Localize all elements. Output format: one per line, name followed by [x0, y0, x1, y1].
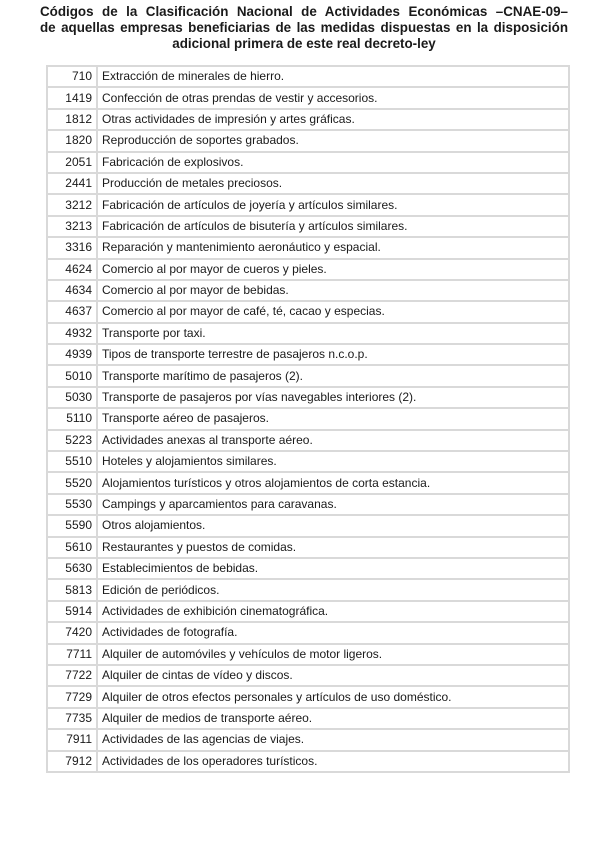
table-row [47, 644, 569, 665]
table-row [47, 430, 569, 451]
cnae-code-cell: 4637 [47, 301, 97, 322]
cnae-code-cell: 5030 [47, 387, 97, 408]
table-row [47, 408, 569, 429]
activity-description-cell: Establecimientos de bebidas. [97, 558, 569, 579]
activity-description-cell: Actividades de las agencias de viajes. [97, 729, 569, 750]
activity-description-cell: Otros alojamientos. [97, 515, 569, 536]
table-row [47, 259, 569, 280]
cnae-code-cell: 5813 [47, 579, 97, 600]
cnae-code-cell: 5110 [47, 408, 97, 429]
activity-description-cell: Campings y aparcamientos para caravanas. [97, 494, 569, 515]
cnae-code-cell: 5530 [47, 494, 97, 515]
table-row [47, 686, 569, 707]
activity-description-cell: Tipos de transporte terrestre de pasajeros n.c.o.p. [97, 344, 569, 365]
cnae-code-cell: 4624 [47, 259, 97, 280]
table-row [47, 152, 569, 173]
cnae-code-cell: 5520 [47, 472, 97, 493]
table-row [47, 66, 569, 87]
activity-description-cell: Alquiler de otros efectos personales y artículos de uso doméstico. [97, 686, 569, 707]
activity-description-cell: Alquiler de automóviles y vehículos de motor ligeros. [97, 644, 569, 665]
activity-description-cell: Transporte marítimo de pasajeros (2). [97, 365, 569, 386]
activity-description-cell: Transporte por taxi. [97, 323, 569, 344]
activity-description-cell: Comercio al por mayor de café, té, cacao y especias. [97, 301, 569, 322]
table-row [47, 344, 569, 365]
activity-description-cell: Alquiler de cintas de vídeo y discos. [97, 665, 569, 686]
activity-description-cell: Edición de periódicos. [97, 579, 569, 600]
cnae-code-cell: 7722 [47, 665, 97, 686]
table-row [47, 87, 569, 108]
activity-description-cell: Actividades anexas al transporte aéreo. [97, 430, 569, 451]
cnae-code-cell: 5010 [47, 365, 97, 386]
activity-description-cell: Confección de otras prendas de vestir y accesorios. [97, 87, 569, 108]
table-row [47, 579, 569, 600]
cnae-code-cell: 710 [47, 66, 97, 87]
table-row [47, 451, 569, 472]
table-row [47, 194, 569, 215]
table-row [47, 109, 569, 130]
activity-description-cell: Fabricación de artículos de joyería y artículos similares. [97, 194, 569, 215]
activity-description-cell: Reproducción de soportes grabados. [97, 130, 569, 151]
table-row [47, 130, 569, 151]
title-line: adicional primera de este real decreto-ley [172, 36, 436, 51]
table-row [47, 708, 569, 729]
cnae-code-cell: 5610 [47, 537, 97, 558]
table-row [47, 301, 569, 322]
activity-description-cell: Comercio al por mayor de bebidas. [97, 280, 569, 301]
activity-description-cell: Alquiler de medios de transporte aéreo. [97, 708, 569, 729]
table-row [47, 601, 569, 622]
table-row [47, 515, 569, 536]
cnae-code-cell: 4634 [47, 280, 97, 301]
table-body [47, 66, 569, 772]
cnae-code-cell: 7911 [47, 729, 97, 750]
cnae-code-cell: 5630 [47, 558, 97, 579]
activity-description-cell: Comercio al por mayor de cueros y pieles. [97, 259, 569, 280]
table-row [47, 622, 569, 643]
table-row [47, 280, 569, 301]
table-row [47, 665, 569, 686]
table-row [47, 237, 569, 258]
cnae-code-cell: 1820 [47, 130, 97, 151]
activity-description-cell: Actividades de fotografía. [97, 622, 569, 643]
cnae-code-cell: 4939 [47, 344, 97, 365]
document-title [40, 4, 568, 52]
cnae-code-cell: 5223 [47, 430, 97, 451]
table-row [47, 729, 569, 750]
activity-description-cell: Producción de metales preciosos. [97, 173, 569, 194]
cnae-code-cell: 1419 [47, 87, 97, 108]
cnae-code-cell: 3316 [47, 237, 97, 258]
activity-description-cell: Otras actividades de impresión y artes gráficas. [97, 109, 569, 130]
activity-description-cell: Fabricación de artículos de bisutería y artículos similares. [97, 216, 569, 237]
table-row [47, 365, 569, 386]
activity-description-cell: Transporte de pasajeros por vías navegables interiores (2). [97, 387, 569, 408]
activity-description-cell: Reparación y mantenimiento aeronáutico y espacial. [97, 237, 569, 258]
table-row [47, 387, 569, 408]
cnae-code-cell: 3213 [47, 216, 97, 237]
cnae-code-cell: 7711 [47, 644, 97, 665]
table-row [47, 323, 569, 344]
activity-description-cell: Extracción de minerales de hierro. [97, 66, 569, 87]
table-row [47, 216, 569, 237]
cnae-code-cell: 5590 [47, 515, 97, 536]
activity-description-cell: Transporte aéreo de pasajeros. [97, 408, 569, 429]
table-row [47, 558, 569, 579]
cnae-code-cell: 7420 [47, 622, 97, 643]
title-line: Códigos de la Clasificación Nacional de Actividades Económicas –CNAE-09– [40, 4, 568, 19]
table-row [47, 173, 569, 194]
cnae-code-cell: 4932 [47, 323, 97, 344]
activity-description-cell: Actividades de los operadores turísticos. [97, 751, 569, 772]
cnae-code-cell: 5914 [47, 601, 97, 622]
activity-description-cell: Restaurantes y puestos de comidas. [97, 537, 569, 558]
table-row [47, 751, 569, 772]
cnae-code-cell: 2441 [47, 173, 97, 194]
cnae-code-cell: 3212 [47, 194, 97, 215]
cnae-code-cell: 7912 [47, 751, 97, 772]
activity-description-cell: Actividades de exhibición cinematográfica. [97, 601, 569, 622]
table-row [47, 472, 569, 493]
cnae-code-cell: 7735 [47, 708, 97, 729]
activity-description-cell: Fabricación de explosivos. [97, 152, 569, 173]
cnae-codes-table [46, 65, 570, 773]
cnae-code-cell: 2051 [47, 152, 97, 173]
cnae-code-cell: 5510 [47, 451, 97, 472]
activity-description-cell: Hoteles y alojamientos similares. [97, 451, 569, 472]
cnae-code-cell: 1812 [47, 109, 97, 130]
cnae-code-cell: 7729 [47, 686, 97, 707]
activity-description-cell: Alojamientos turísticos y otros alojamientos de corta estancia. [97, 472, 569, 493]
table-row [47, 494, 569, 515]
table-row [47, 537, 569, 558]
title-line: de aquellas empresas beneficiarias de las medidas dispuestas en la disposición [40, 20, 568, 35]
